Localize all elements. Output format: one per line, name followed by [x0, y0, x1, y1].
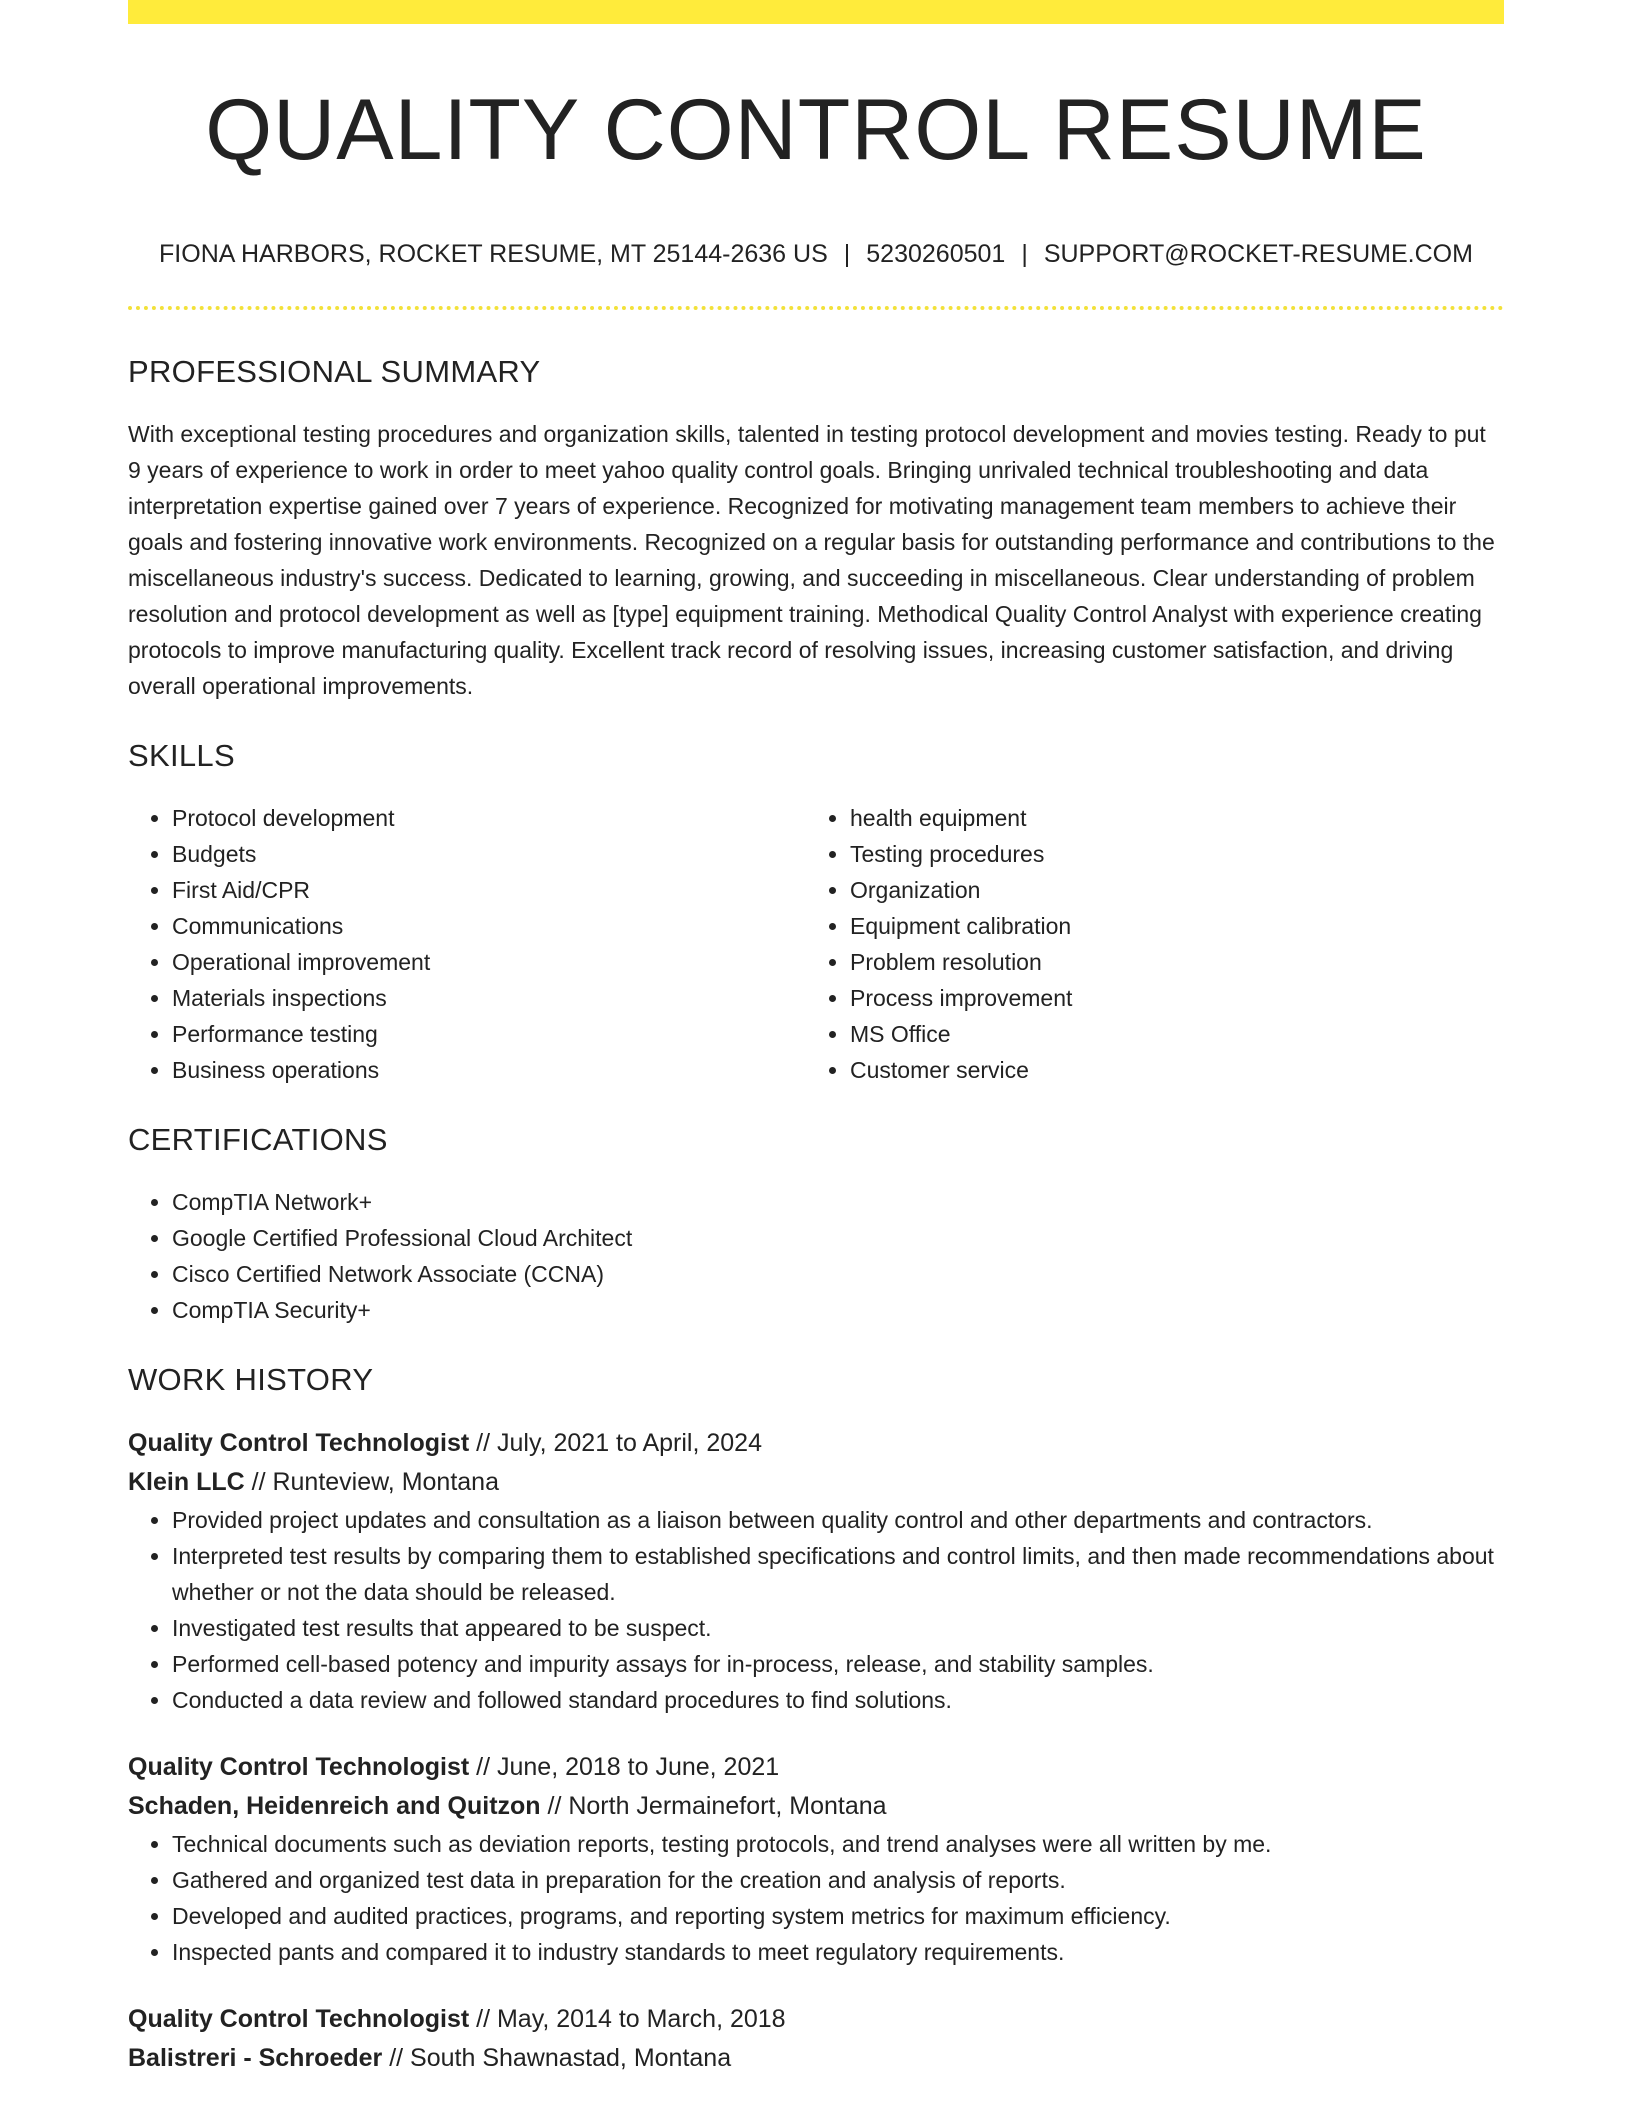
certification-item: • Google Certified Professional Cloud Architect [172, 1220, 1504, 1256]
skill-item: • Communications [172, 908, 806, 944]
skill-item: • Process improvement [850, 980, 1484, 1016]
skill-item: • Organization [850, 872, 1484, 908]
skills-section [128, 732, 1504, 1088]
section-heading: SKILLS [128, 738, 235, 773]
certifications-section [128, 1116, 1504, 1328]
certification-item: • CompTIA Security+ [172, 1292, 1504, 1328]
contact-email: SUPPORT@ROCKET-RESUME.COM [1043, 240, 1473, 268]
job-title-line [128, 1424, 1504, 1463]
dotted-divider [128, 306, 1504, 310]
job-title: Quality Control Technologist [128, 1753, 470, 1781]
job-company: Balistreri - Schroeder [128, 2044, 383, 2072]
section-heading: PROFESSIONAL SUMMARY [128, 354, 541, 389]
contact-phone: 5230260501 [866, 240, 1006, 268]
skills-column-left [128, 800, 806, 1088]
job-duty: • Gathered and organized test data in preparation for the creation and analysis of reports. [172, 1862, 1504, 1898]
skills-columns [128, 800, 1504, 1088]
skill-item: • Protocol development [172, 800, 806, 836]
skill-item: • health equipment [850, 800, 1484, 836]
skills-list-left [128, 800, 806, 1088]
job-duties-list [128, 1826, 1504, 1970]
job-title: Quality Control Technologist [128, 2005, 470, 2033]
job-title: Quality Control Technologist [128, 1429, 470, 1457]
skills-column-right [806, 800, 1484, 1088]
top-accent-bar [128, 0, 1504, 24]
job-dates: // June, 2018 to June, 2021 [469, 1753, 780, 1781]
job-company-line [128, 1463, 1504, 1502]
skill-item: • Testing procedures [850, 836, 1484, 872]
job-duty: • Inspected pants and compared it to industry standards to meet regulatory requirements. [172, 1934, 1504, 1970]
job-duty: • Performed cell-based potency and impurity assays for in-process, release, and stability samples. [172, 1646, 1504, 1682]
job-duty: • Conducted a data review and followed standard procedures to find solutions. [172, 1682, 1504, 1718]
section-heading: WORK HISTORY [128, 1362, 374, 1397]
job-company: Schaden, Heidenreich and Quitzon [128, 1792, 541, 1820]
resume-content [128, 348, 1504, 2108]
job-duty: • Developed and audited practices, programs, and reporting system metrics for maximum efficiency. [172, 1898, 1504, 1934]
skill-item: • Operational improvement [172, 944, 806, 980]
summary-text: With exceptional testing procedures and organization skills, talented in testing protocol development and movies testing. Ready to put 9 years of experience to work in order to meet yahoo quality control goals. Bringing unrivaled technical troubleshooting and data interpretation expertise gained over 7 years of experience. Recognized for motivating management team members to achieve their goals and fostering innovative work environments. Recognized on a regular basis for outstanding performance and contributions to the miscellaneous industry's success. Dedicated to learning, growing, and succeeding in miscellaneous. Clear understanding of problem resolution and protocol development as well as [type] equipment training. Methodical Quality Control Analyst with experience creating protocols to improve manufacturing quality. Excellent track record of resolving issues, increasing customer satisfaction, and driving overall operational improvements. [128, 421, 1495, 699]
professional-summary-section [128, 348, 1504, 704]
skill-item: • Performance testing [172, 1016, 806, 1052]
contact-address: FIONA HARBORS, ROCKET RESUME, MT 25144-2636 US [159, 240, 828, 268]
skill-item: • Problem resolution [850, 944, 1484, 980]
job-duty: • Investigated test results that appeared to be suspect. [172, 1610, 1504, 1646]
resume-title: QUALITY CONTROL RESUME [205, 82, 1427, 178]
job-dates: // July, 2021 to April, 2024 [469, 1429, 762, 1457]
job-duties-list [128, 1502, 1504, 1718]
skills-list-right [806, 800, 1484, 1088]
skill-item: • Equipment calibration [850, 908, 1484, 944]
skill-item: • Customer service [850, 1052, 1484, 1088]
skill-item: • Materials inspections [172, 980, 806, 1016]
job-company-line [128, 2039, 1504, 2078]
work-history-section [128, 1356, 1504, 2078]
job-location: // North Jermainefort, Montana [540, 1792, 887, 1820]
contact-separator: | [1021, 240, 1028, 268]
job-entry [128, 1748, 1504, 1970]
job-title-line [128, 1748, 1504, 1787]
certification-item: • CompTIA Network+ [172, 1184, 1504, 1220]
job-entry [128, 1424, 1504, 1718]
job-duty: • Technical documents such as deviation reports, testing protocols, and trend analyses were all written by me. [172, 1826, 1504, 1862]
skill-item: • MS Office [850, 1016, 1484, 1052]
job-company-line [128, 1787, 1504, 1826]
job-location: // Runteview, Montana [244, 1468, 499, 1496]
certifications-list [128, 1184, 1504, 1328]
job-entry [128, 2000, 1504, 2078]
job-duty: • Interpreted test results by comparing them to established specifications and control limits, and then made recommendations about whether or not the data should be released. [172, 1538, 1504, 1610]
skill-item: • Budgets [172, 836, 806, 872]
job-duty: • Provided project updates and consultation as a liaison between quality control and other departments and contractors. [172, 1502, 1504, 1538]
section-heading: CERTIFICATIONS [128, 1122, 388, 1157]
job-dates: // May, 2014 to March, 2018 [469, 2005, 786, 2033]
job-location: // South Shawnastad, Montana [382, 2044, 732, 2072]
certification-item: • Cisco Certified Network Associate (CCNA) [172, 1256, 1504, 1292]
skill-item: • First Aid/CPR [172, 872, 806, 908]
skill-item: • Business operations [172, 1052, 806, 1088]
contact-line [128, 236, 1504, 272]
job-company: Klein LLC [128, 1468, 245, 1496]
contact-separator: | [843, 240, 851, 268]
job-title-line [128, 2000, 1504, 2039]
